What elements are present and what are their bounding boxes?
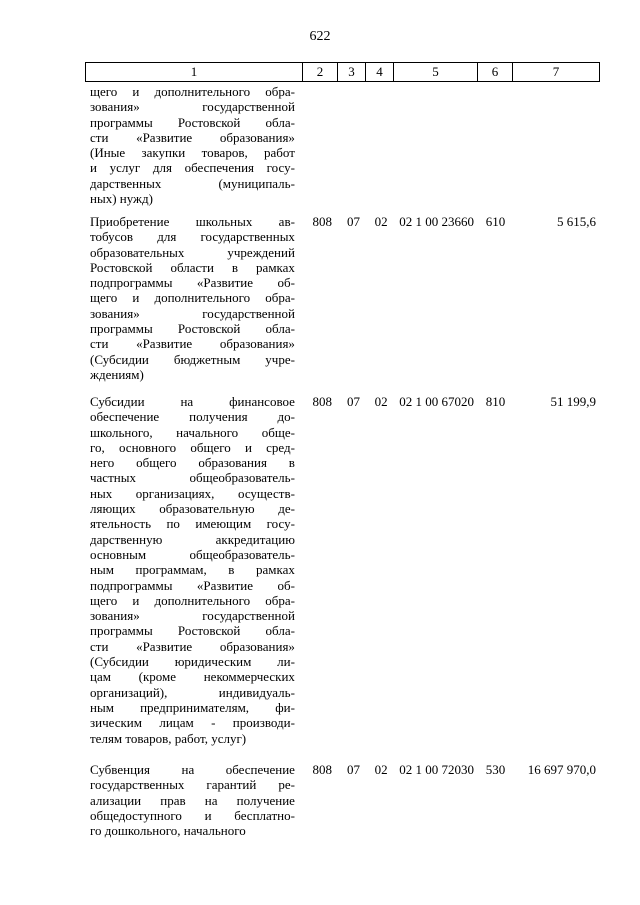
description-line: телям товаров, работ, услуг)	[90, 730, 247, 746]
description-line: Ростовской области в рамках	[90, 259, 295, 275]
description-line: Субсидии на финансовое	[90, 394, 295, 409]
cell-amount: 5 615,6	[557, 214, 596, 229]
description-line: организаций), индивидуаль-	[90, 684, 295, 700]
cell-target-article	[395, 84, 478, 206]
cell-amount	[513, 84, 600, 206]
cell-section: 07	[346, 394, 360, 409]
description-line: обеспечение получения до-	[90, 409, 295, 425]
cell-amount: 16 697 970,0	[527, 762, 596, 777]
description-line: щего и дополнительного обра-	[90, 290, 295, 306]
description-line: частных общеобразователь-	[90, 470, 295, 486]
description-line: го дошкольного, начального	[90, 823, 246, 839]
description-line: сти «Развитие образования»	[90, 129, 295, 145]
cell-ministry: 808	[312, 394, 333, 409]
description-line: подпрограммы «Развитие об-	[90, 275, 295, 291]
description-line: ным предпринимателям, фи-	[90, 699, 295, 715]
description-line: Приобретение школьных ав-	[90, 214, 295, 229]
row-description	[85, 762, 295, 838]
description-line: сти «Развитие образования»	[90, 336, 295, 352]
description-line: тобусов для государственных	[90, 229, 295, 245]
description-line: го, основного общего и сред-	[90, 439, 295, 455]
cell-ministry	[305, 84, 340, 206]
row-description	[85, 394, 295, 746]
description-line: школьного, начального обще-	[90, 424, 295, 440]
description-line: него общего образования в	[90, 455, 295, 471]
column-header: 5	[393, 62, 477, 82]
cell-target-article: 02 1 00 72030	[399, 762, 474, 777]
cell-expense-type: 610	[485, 214, 506, 229]
description-line: зования» государственной	[90, 99, 295, 115]
description-line: образовательных учреждений	[90, 244, 295, 260]
table-row	[85, 84, 600, 206]
cell-ministry: 808	[312, 762, 333, 777]
cell-section	[340, 84, 368, 206]
description-line: щего и дополнительного обра-	[90, 84, 295, 99]
description-line: дарственных (муниципаль-	[90, 175, 295, 191]
description-line: программы Ростовской обла-	[90, 114, 295, 130]
description-line: зования» государственной	[90, 305, 295, 321]
cell-subsection: 02	[374, 214, 388, 229]
description-line: (Субсидии бюджетным учре-	[90, 351, 295, 367]
cell-amount: 51 199,9	[550, 394, 596, 409]
cell-expense-type: 810	[485, 394, 506, 409]
table-row	[85, 214, 600, 382]
table-row	[85, 762, 600, 838]
cell-expense-type	[478, 84, 513, 206]
cell-target-article: 02 1 00 67020	[399, 394, 474, 409]
column-header: 7	[512, 62, 600, 82]
description-line: дарственную аккредитацию	[90, 531, 295, 547]
description-line: сти «Развитие образования»	[90, 638, 295, 654]
cell-subsection: 02	[374, 394, 388, 409]
description-line: цам (кроме некоммерческих	[90, 669, 295, 685]
table-header	[85, 62, 600, 82]
description-line: подпрограммы «Развитие об-	[90, 577, 295, 593]
cell-ministry: 808	[312, 214, 333, 229]
description-line: (Иные закупки товаров, работ	[90, 145, 295, 161]
page-number: 622	[309, 29, 331, 44]
description-line: ятельность по имеющим госу-	[90, 516, 295, 532]
description-line: щего и дополнительного обра-	[90, 592, 295, 608]
description-line: ализации прав на получение	[90, 792, 295, 808]
description-line: ляющих образовательную де-	[90, 501, 295, 517]
cell-subsection	[367, 84, 395, 206]
cell-section: 07	[346, 214, 360, 229]
description-line: Субвенция на обеспечение	[90, 762, 295, 777]
table-row	[85, 394, 600, 746]
cell-section: 07	[346, 762, 360, 777]
row-description	[85, 214, 295, 382]
cell-expense-type: 530	[485, 762, 506, 777]
description-line: ждениям)	[90, 366, 144, 382]
column-header: 1	[85, 62, 302, 82]
description-line: государственных гарантий ре-	[90, 777, 295, 793]
description-line: программы Ростовской обла-	[90, 623, 295, 639]
cell-target-article: 02 1 00 23660	[399, 214, 474, 229]
column-header: 3	[337, 62, 365, 82]
description-line: ных организациях, осуществ-	[90, 485, 295, 501]
column-header: 4	[365, 62, 393, 82]
description-line: основным общеобразователь-	[90, 546, 295, 562]
description-line: (Субсидии юридическим ли-	[90, 654, 295, 670]
description-line: программы Ростовской обла-	[90, 321, 295, 337]
description-line: ным программам, в рамках	[90, 562, 295, 578]
column-header: 6	[477, 62, 512, 82]
description-line: и услуг для обеспечения госу-	[90, 160, 295, 176]
cell-subsection: 02	[374, 762, 388, 777]
description-line: зования» государственной	[90, 608, 295, 624]
description-line: зическим лицам - производи-	[90, 715, 295, 731]
column-header: 2	[302, 62, 337, 82]
row-description	[85, 84, 295, 206]
description-line: общедоступного и бесплатно-	[90, 807, 295, 823]
description-line: ных) нужд)	[90, 191, 153, 207]
